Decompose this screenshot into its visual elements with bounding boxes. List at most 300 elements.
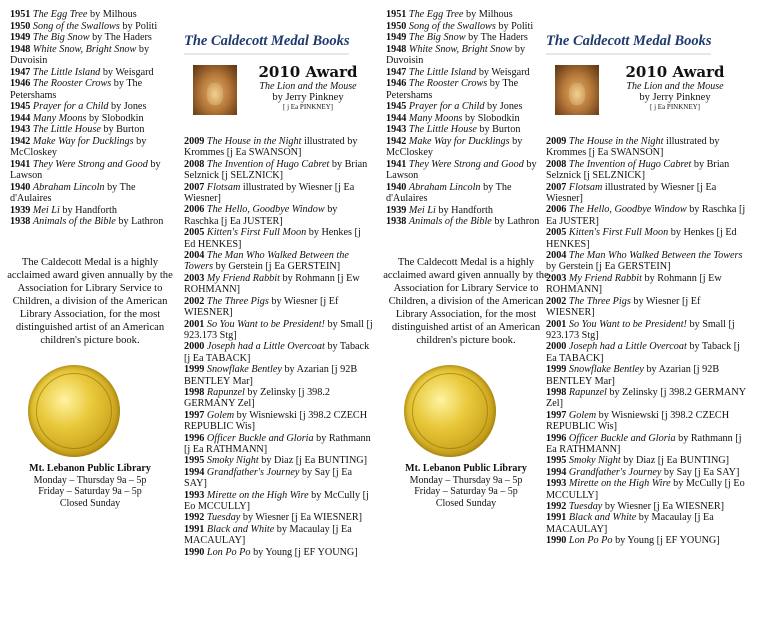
recent-column [184,33,374,642]
book-title: Smoky Night [206,455,259,467]
book-rest: by Diaz [j Ea BUNTING] [620,455,730,467]
book-rest: by Raschka [j Ea JUSTER] [184,204,338,227]
award-year: 2010 Award [625,63,725,81]
book-year: 1993 [184,489,205,501]
lion-cover-image [555,65,599,115]
book-rest: by Rohmann [j Ew ROHMANN] [546,272,722,296]
book-year: 2003 [184,272,205,284]
library-hours: Monday – Thursday 9a – 5p [409,474,523,486]
book-entry [546,387,746,410]
book-year: 1994 [184,466,205,478]
library-hours: Friday – Saturday 9a – 5p [414,486,518,497]
book-title: Rapunzel [206,386,245,398]
book-rest: by The Petershams [386,78,519,101]
book-year: 1939 [386,204,407,216]
library-hours: Friday – Saturday 9a – 5p [38,486,142,497]
book-title: The Man Who Walked Between the Towers [184,250,349,273]
book-entry [386,44,551,67]
book-rest: by Gerstein [j Ea GERSTEIN] [213,261,341,273]
book-title: Joseph had a Little Overcoat [206,341,325,353]
book-title: Prayer for a Child [32,101,109,112]
book-year: 1939 [10,204,31,216]
award-call-number: [ j Ea PINKNEY] [283,103,333,111]
book-year: 1938 [10,216,31,227]
book-rest: by Zelinsky [j 398.2 GERMANY Zel] [184,386,331,410]
book-year: 1991 [546,512,567,524]
award-2010 [184,63,374,133]
book-title: The House in the Night [568,136,664,147]
book-entry [184,364,374,387]
book-title: Tuesday [206,512,241,524]
book-entry [10,78,175,101]
book-rest: by The d'Aulaires [386,181,512,204]
book-entry [386,216,551,228]
book-year: 2003 [546,272,567,284]
library-info [386,463,546,509]
book-rest: by Duvoisin [386,43,526,66]
book-entry [184,159,374,182]
book-title: They Were Strong and Good [32,158,148,170]
book-year: 1995 [184,455,205,467]
book-year: 1949 [10,32,31,43]
book-entry [546,182,746,205]
brochure-panel [0,0,384,594]
book-year: 1991 [184,523,205,535]
library-info [10,463,170,509]
book-entry [184,273,374,296]
book-rest: by Lawson [10,158,161,181]
book-entry [546,319,746,342]
book-title: Make Way for Ducklings [32,135,134,147]
book-title: So You Want to be President! [206,318,325,330]
book-year: 1948 [10,43,31,55]
book-title: White Snow, Bright Snow [32,43,137,55]
library-name: Mt. Lebanon Public Library [29,463,151,474]
book-entry [386,21,551,33]
book-title: Mirette on the High Wire [206,489,309,501]
book-rest: by Rohmann [j Ew ROHMANN] [184,272,360,296]
book-entry [184,341,374,364]
book-entry [184,410,374,433]
book-year: 1992 [546,501,567,512]
book-rest: by Lawson [386,158,537,181]
medal-description: The Caldecott Medal is a highly acclaimed award given annually by the Association for Library Service to Children, a division of the American Library Association, for the most distinguished artist of an American children's picture book. [383,257,549,346]
book-rest: by Wiesner [j Ef WIESNER] [184,295,339,319]
book-year: 1942 [10,135,31,147]
book-entry [546,478,746,501]
book-title: My Friend Rabbit [568,272,642,284]
book-title: Animals of the Bible [408,216,492,227]
lion-cover-image [193,65,237,115]
book-year: 2002 [184,295,205,307]
book-entry [386,205,551,217]
book-year: 2001 [184,318,205,330]
award-author: by Jerry Pinkney [272,92,344,103]
book-rest: by Young [j EF YOUNG] [612,535,720,547]
book-entry [546,250,746,273]
book-rest: by Slobodkin [462,112,520,124]
book-entry [546,341,746,364]
award-2010 [546,63,746,133]
book-year: 1945 [10,101,31,112]
book-title: The Little Island [408,66,477,78]
book-rest: by Azarian [j 92B BENTLEY Mar] [546,364,720,387]
book-year: 2000 [546,341,567,353]
book-year: 1943 [10,124,31,135]
book-entry [546,501,746,512]
book-title: Mirette on the High Wire [568,478,671,490]
book-entry [386,101,551,113]
book-title: Golem [206,409,235,421]
book-entry [546,455,746,466]
book-title: The Hello, Goodbye Window [206,204,325,216]
book-rest: by Politi [119,20,158,32]
book-year: 1950 [10,20,31,32]
book-rest: by Lathron [491,216,540,227]
book-title: Golem [568,409,597,421]
book-rest: by Taback [j Ea TABACK] [184,341,370,364]
library-hours: Monday – Thursday 9a – 5p [33,474,147,486]
book-rest: by Handforth [59,204,117,216]
book-year: 1941 [386,158,407,170]
book-entry [184,204,374,227]
book-entry [546,433,746,456]
book-year: 2006 [546,204,567,216]
book-title: The Invention of Hugo Cabret [568,158,692,170]
book-year: 1938 [386,216,407,227]
book-rest: by McCloskey [10,135,147,158]
book-rest: by Henkes [j Ed HENKES] [546,227,737,250]
book-entry [546,296,746,319]
book-year: 1998 [546,386,567,398]
book-title: Lon Po Po [568,535,613,547]
book-title: The Egg Tree [32,9,88,20]
book-rest: by The Haders [89,32,152,43]
book-year: 1998 [184,386,205,398]
book-year: 2001 [546,318,567,330]
book-title: Black and White [206,523,275,535]
book-year: 2000 [184,341,205,353]
award-book: The Lion and the Mouse [259,81,357,92]
book-title: The Three Pigs [568,295,631,307]
book-title: Flotsam [568,181,603,193]
book-title: So You Want to be President! [568,318,687,330]
book-entry [546,467,746,478]
book-rest: by Wiesner [j Ea WIESNER] [240,512,363,524]
book-title: Snowflake Bentley [206,364,282,376]
book-entry [184,182,374,205]
book-title: Kitten's First Full Moon [206,227,307,239]
book-year: 1992 [184,512,205,524]
recent-winners-list [184,136,374,642]
book-year: 1943 [386,124,407,135]
book-rest: by Slobodkin [86,112,144,124]
book-title: Abraham Lincoln [32,181,105,193]
book-year: 2005 [546,227,567,239]
book-year: 1946 [386,78,407,89]
award-author: by Jerry Pinkney [639,92,711,103]
book-entry [184,250,374,273]
book-title: Snowflake Bentley [568,364,644,376]
book-title: Many Moons [408,112,463,124]
book-rest: by Small [j 923.173 Stg] [184,318,373,341]
book-title: Mei Li [32,204,60,216]
book-year: 1994 [546,466,567,478]
medal-description: The Caldecott Medal is a highly acclaimed award given annually by the Association for Library Service to Children, a division of the American Library Association, for the most distinguished artist of an American children's picture book. [7,257,173,346]
book-rest: by Zelinsky [j 398.2 GERMANY Zel] [546,386,746,410]
book-rest: by The d'Aulaires [10,181,136,204]
book-year: 1993 [546,478,567,490]
recent-winners-list [546,136,746,642]
book-year: 2007 [184,181,205,193]
book-title: Tuesday [568,501,603,512]
book-entry [10,124,175,136]
book-entry [10,67,175,79]
book-rest: by Weisgard [100,66,154,78]
book-entry [546,227,746,250]
book-title: Mei Li [408,204,436,216]
book-title: Flotsam [206,181,241,193]
book-entry [386,124,551,136]
book-rest: by Handforth [435,204,493,216]
book-entry [546,273,746,296]
caldecott-medal-image [28,365,120,457]
brochure-panel [376,0,760,594]
book-year: 1999 [184,364,205,376]
book-entry [184,455,374,466]
book-title: Many Moons [32,112,87,124]
book-rest: by Wiesner [j Ea WIESNER] [602,501,725,512]
book-year: 2004 [184,250,205,262]
book-title: Make Way for Ducklings [408,135,510,147]
award-year: 2010 Award [258,63,358,81]
book-rest: by Burton [100,124,145,135]
book-rest: illustrated by Wiesner [j Ea Wiesner] [184,181,355,205]
book-title: Grandfather's Journey [568,466,662,478]
book-year: 1990 [184,546,205,558]
book-year: 1940 [386,181,407,193]
award-call-number: [ j Ea PINKNEY] [650,103,700,111]
book-title: The Three Pigs [206,295,269,307]
book-rest: by Milhous [463,9,513,20]
book-entry [184,319,374,342]
book-title: The Little House [32,124,101,135]
book-entry [546,204,746,227]
book-rest: by The Petershams [10,78,143,101]
book-entry [10,182,175,205]
book-entry [184,467,374,490]
book-title: The House in the Night [206,136,302,147]
book-entry [10,101,175,113]
book-rest: by Duvoisin [10,43,150,66]
book-rest: by Brian Selznick [j SELZNICK] [546,158,730,182]
book-title: Grandfather's Journey [206,466,300,478]
page-title: The Caldecott Medal Books [184,33,349,55]
book-entry [10,205,175,217]
book-title: They Were Strong and Good [408,158,524,170]
book-year: 1942 [386,135,407,147]
book-year: 2004 [546,250,567,262]
book-rest: by McCloskey [386,135,523,158]
early-winners-list [10,9,175,228]
book-entry [386,32,551,44]
book-rest: by Wisniewski [j 398.2 CZECH REPUBLIC Wis] [184,409,368,433]
book-year: 2006 [184,204,205,216]
book-title: Animals of the Bible [32,216,116,227]
book-title: The Little Island [32,66,101,78]
book-entry [10,216,175,228]
book-year: 2007 [546,181,567,193]
book-title: Song of the Swallows [32,20,120,32]
book-rest: illustrated by Wiesner [j Ea Wiesner] [546,181,717,205]
book-entry [386,9,551,21]
book-rest: by Lathron [115,216,164,227]
book-entry [184,512,374,523]
book-year: 1944 [386,112,407,124]
library-name: Mt. Lebanon Public Library [405,463,527,474]
book-rest: by Rathmann [j Ea RATHMANN] [546,432,742,455]
book-rest: by Milhous [87,9,137,20]
page-title: The Caldecott Medal Books [546,33,711,55]
book-year: 1946 [10,78,31,89]
book-title: The Hello, Goodbye Window [568,204,687,216]
book-rest: by Azarian [j 92B BENTLEY Mar] [184,364,358,387]
book-rest: by Young [j EF YOUNG] [250,546,358,558]
book-entry [546,159,746,182]
book-rest: by Wiesner [j Ef WIESNER] [546,295,701,319]
book-year: 1997 [184,409,205,421]
book-year: 1940 [10,181,31,193]
book-rest: by Henkes [j Ed HENKES] [184,227,361,250]
book-title: Officer Buckle and Gloria [206,432,314,444]
book-year: 2008 [546,158,567,170]
book-year: 1947 [386,66,407,78]
book-rest: by Weisgard [476,66,530,78]
book-rest: by Small [j 923.173 Stg] [546,318,735,341]
book-rest: by Rathmann [j Ea RATHMANN] [184,432,371,455]
library-hours: Closed Sunday [435,497,497,509]
book-year: 1944 [10,112,31,124]
library-hours: Closed Sunday [59,497,121,509]
book-rest: by Macaulay [j Ea MACAULAY] [546,512,714,535]
award-book: The Lion and the Mouse [626,81,724,92]
book-entry [10,159,175,182]
book-entry [10,113,175,125]
book-entry [10,32,175,44]
book-year: 1990 [546,535,567,547]
book-rest: illustrated by Krommes [j Ea SWANSON] [184,136,358,159]
book-entry [184,490,374,513]
book-entry [10,9,175,21]
book-title: Rapunzel [568,386,607,398]
book-rest: by The Haders [465,32,528,43]
book-rest: by Burton [476,124,521,135]
book-entry [386,136,551,159]
book-year: 1996 [184,432,205,444]
early-winners-list [386,9,551,228]
book-entry [184,296,374,319]
book-year: 1941 [10,158,31,170]
book-entry [546,512,746,535]
book-entry [184,387,374,410]
book-entry [386,67,551,79]
book-year: 2009 [184,136,205,147]
book-rest: by Brian Selznick [j SELZNICK] [184,158,368,182]
book-title: The Rooster Crows [408,78,488,89]
book-title: Smoky Night [568,455,621,467]
book-rest: by Diaz [j Ea BUNTING] [258,455,368,467]
caldecott-medal-image [404,365,496,457]
book-rest: by Jones [484,101,523,112]
book-title: White Snow, Bright Snow [408,43,513,55]
book-entry [546,410,746,433]
book-title: Abraham Lincoln [408,181,481,193]
book-entry [10,44,175,67]
book-entry [184,433,374,456]
book-title: Song of the Swallows [408,20,496,32]
book-year: 2009 [546,136,567,147]
book-entry [386,113,551,125]
book-title: The Man Who Walked Between the Towers [568,250,743,262]
book-rest: illustrated by Krommes [j Ea SWANSON] [546,136,720,159]
book-year: 1951 [386,9,407,20]
book-title: The Big Snow [32,32,90,43]
book-entry [10,136,175,159]
book-rest: by McCully [j Eo MCCULLY] [184,489,369,512]
book-entry [10,21,175,33]
book-entry [184,547,374,558]
book-title: The Egg Tree [408,9,464,20]
book-year: 1948 [386,43,407,55]
book-title: The Little House [408,124,477,135]
book-entry [546,136,746,159]
book-year: 1951 [10,9,31,20]
book-title: Kitten's First Full Moon [568,227,669,239]
book-title: Black and White [568,512,637,524]
book-year: 1995 [546,455,567,467]
book-year: 2002 [546,295,567,307]
book-entry [386,182,551,205]
book-rest: by Politi [495,20,534,32]
book-entry [546,535,746,546]
book-entry [184,227,374,250]
book-title: Lon Po Po [206,546,251,558]
recent-column [546,33,746,642]
book-entry [386,78,551,101]
book-year: 2005 [184,227,205,239]
book-rest: by Jones [108,101,147,112]
book-title: Prayer for a Child [408,101,485,112]
book-entry [386,159,551,182]
book-rest: by Gerstein [j Ea GERSTEIN] [546,261,671,273]
book-entry [546,364,746,387]
book-title: Joseph had a Little Overcoat [568,341,687,353]
book-rest: by McCully [j Eo MCCULLY] [546,478,745,501]
book-year: 2008 [184,158,205,170]
book-title: Officer Buckle and Gloria [568,432,676,444]
book-year: 1997 [546,409,567,421]
book-title: The Big Snow [408,32,466,43]
book-title: The Rooster Crows [32,78,112,89]
book-rest: by Say [j Ea SAY] [661,466,740,478]
book-year: 1950 [386,20,407,32]
book-year: 1947 [10,66,31,78]
book-rest: by Wisniewski [j 398.2 CZECH REPUBLIC Wis] [546,409,730,433]
book-rest: by Taback [j Ea TABACK] [546,341,740,364]
book-title: The Invention of Hugo Cabret [206,158,330,170]
book-year: 1949 [386,32,407,43]
book-year: 1999 [546,364,567,376]
